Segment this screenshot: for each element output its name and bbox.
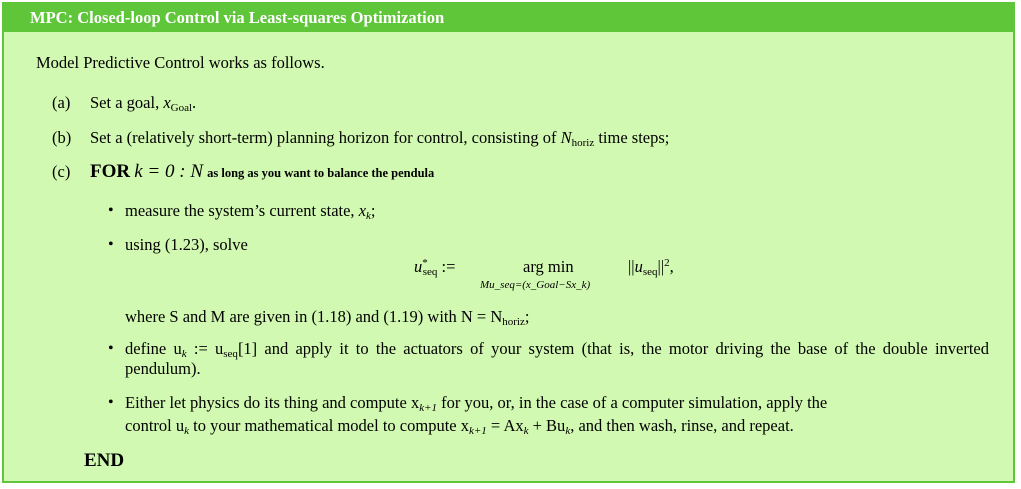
eq-u: u	[414, 257, 423, 276]
for-expression: k = 0 : N	[134, 161, 203, 182]
bullet-1-sub: k	[366, 210, 371, 222]
step-b	[52, 128, 669, 148]
step-b-label: (b)	[52, 128, 72, 147]
norm-pow: 2	[664, 257, 670, 269]
step-a-var: x	[163, 93, 171, 112]
bullet-4-l2-mid: to your mathematical model to compute x	[189, 416, 469, 435]
step-c-label: (c)	[52, 162, 71, 181]
bullet-4-line-1	[125, 393, 827, 413]
bullet-4-l2-sub3: k	[523, 425, 529, 437]
end-keyword: END	[84, 450, 125, 471]
step-a-text: Set a goal,	[90, 93, 164, 112]
step-b-var: N	[560, 128, 572, 147]
bullet-1	[125, 201, 376, 221]
bullet-1-end: ;	[370, 201, 376, 220]
bullet-4-l2-pre: control u	[125, 416, 185, 435]
bullet-4-l2-plus: + Bu	[528, 416, 566, 435]
eq-assign: :=	[441, 257, 456, 276]
bullet-4-l2-eq: = Ax	[486, 416, 524, 435]
norm-close: ||	[657, 257, 665, 276]
box-title: MPC: Closed-loop Control via Least-squares Optimization	[4, 4, 1013, 32]
for-note: as long as you want to balance the pendula	[207, 166, 435, 180]
norm-var: u	[634, 257, 643, 276]
where-text: where S and M are given in (1.18) and (1.19) with N = N	[125, 307, 503, 326]
where-line	[125, 307, 529, 327]
step-c	[52, 162, 434, 183]
bullet-4-l1-sub: k+1	[419, 402, 438, 414]
where-end: ;	[524, 307, 530, 326]
for-keyword: FOR	[90, 161, 131, 182]
bullet-2-text: using (1.23), solve	[125, 235, 248, 254]
step-b-end: time steps;	[594, 128, 670, 147]
step-a	[52, 93, 196, 113]
step-b-text: Set a (relatively short-term) planning horizon for control, consisting of	[90, 128, 561, 147]
equation-constraint: Mu_seq=(x_Goal−Sx_k)	[480, 279, 591, 291]
bullet-dot-4: •	[108, 394, 114, 411]
bullet-dot-3: •	[108, 340, 114, 357]
bullet-3-pre: define u	[125, 339, 182, 358]
bullet-1-var: x	[358, 201, 367, 220]
bullet-4-l1-post: for you, or, in the case of a computer simulation, apply the	[437, 393, 828, 412]
step-a-label: (a)	[52, 93, 71, 112]
bullet-4-l1-pre: Either let physics do its thing and compute x	[125, 393, 420, 412]
norm-sub: seq	[642, 266, 658, 278]
bullet-dot-1: •	[108, 202, 114, 219]
bullet-3-mid: := u	[186, 339, 224, 358]
norm-open: ||	[628, 257, 635, 276]
bullet-4-line-2	[125, 416, 794, 436]
bullet-3-sub1: k	[181, 348, 187, 360]
bullet-3-post: [1] and apply it to the actuators of your system (that is, the motor driving the base of the double inverted pendulum).	[125, 339, 990, 378]
bullet-dot-2: •	[108, 236, 114, 253]
equation-norm	[628, 257, 674, 277]
step-b-sub: horiz	[571, 137, 595, 149]
eq-star: *	[422, 257, 428, 269]
bullet-4-l2-sub4: k	[565, 425, 571, 437]
bullet-3-sub2: seq	[223, 348, 238, 360]
bullet-4-l2-post: , and then wash, rinse, and repeat.	[570, 416, 794, 435]
bullet-4-l2-sub: k	[184, 425, 190, 437]
bullet-3	[125, 339, 989, 379]
intro-text: Model Predictive Control works as follows.	[36, 53, 325, 72]
where-sub: horiz	[502, 316, 525, 328]
step-a-sub: Goal	[170, 102, 193, 114]
eq-seq: seq	[422, 266, 438, 278]
bullet-4-l2-sub2: k+1	[468, 425, 487, 437]
step-a-end: .	[192, 93, 197, 112]
equation-lhs	[414, 257, 455, 277]
equation-argmin: arg min	[523, 257, 574, 276]
norm-end: ,	[669, 257, 674, 276]
mpc-box	[2, 2, 1015, 483]
bullet-1-pre: measure the system’s current state,	[125, 201, 359, 220]
